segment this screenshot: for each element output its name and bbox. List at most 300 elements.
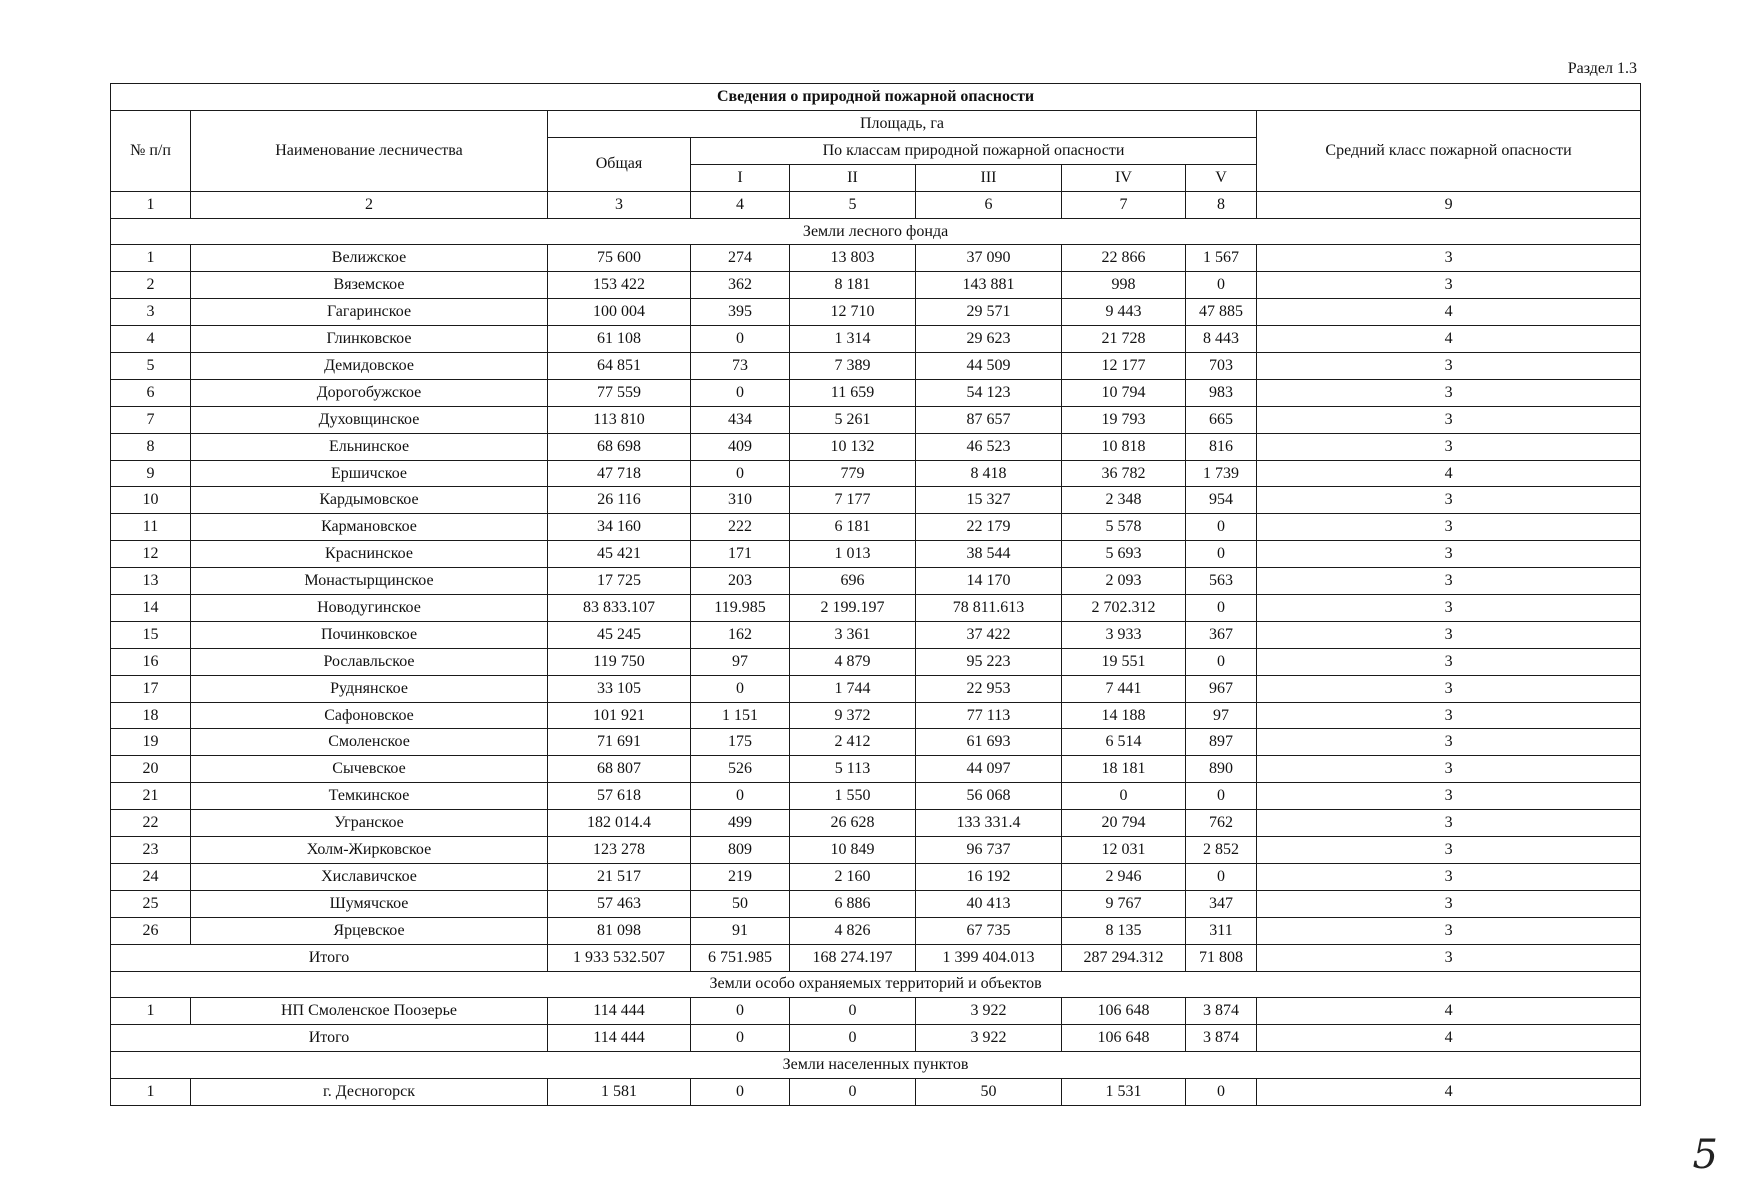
total-row (111, 1025, 1641, 1052)
total-cell: 1 399 404.013 (916, 944, 1062, 971)
table-cell: Ярцевское (191, 917, 548, 944)
table-cell: 3 (1257, 675, 1641, 702)
table-cell: 23 (111, 837, 191, 864)
total-cell: 287 294.312 (1062, 944, 1186, 971)
column-number: 3 (548, 191, 691, 218)
table-cell: Хиславичское (191, 863, 548, 890)
table-cell: 46 523 (916, 433, 1062, 460)
table-cell: 19 551 (1062, 648, 1186, 675)
table-cell: 779 (790, 460, 916, 487)
table-cell: 119 750 (548, 648, 691, 675)
table-cell: 4 (1257, 299, 1641, 326)
table-row (111, 837, 1641, 864)
header-class-3: III (916, 164, 1062, 191)
table-row (111, 863, 1641, 890)
table-cell: 3 874 (1186, 998, 1257, 1025)
table-cell: 68 807 (548, 756, 691, 783)
table-row (111, 783, 1641, 810)
table-cell: 3 (1257, 890, 1641, 917)
table-cell: 133 331.4 (916, 810, 1062, 837)
table-cell: 106 648 (1062, 998, 1186, 1025)
table-cell: 50 (916, 1079, 1062, 1106)
table-cell: 3 (1257, 353, 1641, 380)
table-cell: 2 702.312 (1062, 595, 1186, 622)
table-cell: 3 (1257, 379, 1641, 406)
column-number: 1 (111, 191, 191, 218)
table-cell: 499 (691, 810, 790, 837)
table-cell: Духовщинское (191, 406, 548, 433)
table-cell: 7 (111, 406, 191, 433)
column-number: 7 (1062, 191, 1186, 218)
table-cell: 77 559 (548, 379, 691, 406)
table-cell: 78 811.613 (916, 595, 1062, 622)
table-cell: г. Десногорск (191, 1079, 548, 1106)
table-cell: 967 (1186, 675, 1257, 702)
table-row (111, 272, 1641, 299)
table-cell: 0 (1062, 783, 1186, 810)
table-cell: 274 (691, 245, 790, 272)
table-cell: 362 (691, 272, 790, 299)
table-row (111, 917, 1641, 944)
table-row (111, 729, 1641, 756)
table-cell: 22 953 (916, 675, 1062, 702)
table-cell: 1 (111, 998, 191, 1025)
section-header-row (111, 218, 1641, 245)
section-title: Земли населенных пунктов (111, 1052, 1641, 1079)
table-cell: 2 348 (1062, 487, 1186, 514)
table-cell: 696 (790, 568, 916, 595)
table-cell: 114 444 (548, 998, 691, 1025)
header-class-5: V (1186, 164, 1257, 191)
table-cell: 9 443 (1062, 299, 1186, 326)
table-cell: 14 170 (916, 568, 1062, 595)
table-cell: 665 (1186, 406, 1257, 433)
table-cell: 26 (111, 917, 191, 944)
table-cell: 3 361 (790, 621, 916, 648)
table-cell: 4 (111, 326, 191, 353)
table-cell: 0 (1186, 863, 1257, 890)
table-cell: 8 181 (790, 272, 916, 299)
table-cell: 526 (691, 756, 790, 783)
table-cell: Угранское (191, 810, 548, 837)
table-cell: 175 (691, 729, 790, 756)
column-number: 8 (1186, 191, 1257, 218)
table-cell: 40 413 (916, 890, 1062, 917)
table-cell: Темкинское (191, 783, 548, 810)
table-cell: 2 093 (1062, 568, 1186, 595)
table-cell: 17 725 (548, 568, 691, 595)
table-cell: 6 886 (790, 890, 916, 917)
table-cell: 1 (111, 245, 191, 272)
table-cell: 222 (691, 514, 790, 541)
table-row (111, 433, 1641, 460)
table-cell: 0 (1186, 514, 1257, 541)
table-cell: 21 728 (1062, 326, 1186, 353)
table-cell: 3 (1257, 729, 1641, 756)
table-cell: 83 833.107 (548, 595, 691, 622)
table-cell: 113 810 (548, 406, 691, 433)
table-row (111, 353, 1641, 380)
table-cell: 97 (1186, 702, 1257, 729)
table-cell: 0 (691, 675, 790, 702)
table-cell: 4 (1257, 1079, 1641, 1106)
section-header-row (111, 971, 1641, 998)
table-cell: 347 (1186, 890, 1257, 917)
table-cell: 0 (790, 998, 916, 1025)
table-cell: 4 (1257, 326, 1641, 353)
table-cell: 29 571 (916, 299, 1062, 326)
table-row (111, 568, 1641, 595)
table-row (111, 299, 1641, 326)
table-cell: 12 710 (790, 299, 916, 326)
table-cell: 19 793 (1062, 406, 1186, 433)
total-cell: 3 874 (1186, 1025, 1257, 1052)
table-row (111, 756, 1641, 783)
table-cell: 45 245 (548, 621, 691, 648)
table-cell: Сафоновское (191, 702, 548, 729)
header-class-2: II (790, 164, 916, 191)
table-cell: 3 922 (916, 998, 1062, 1025)
table-cell: 18 (111, 702, 191, 729)
table-cell: 1 314 (790, 326, 916, 353)
table-cell: 3 (1257, 756, 1641, 783)
table-cell: 10 (111, 487, 191, 514)
table-cell: 762 (1186, 810, 1257, 837)
table-cell: 2 946 (1062, 863, 1186, 890)
table-cell: Кардымовское (191, 487, 548, 514)
table-cell: Холм-Жирковское (191, 837, 548, 864)
table-cell: 983 (1186, 379, 1257, 406)
table-row (111, 514, 1641, 541)
table-cell: 50 (691, 890, 790, 917)
table-cell: 998 (1062, 272, 1186, 299)
table-cell: 15 (111, 621, 191, 648)
table-cell: 21 517 (548, 863, 691, 890)
table-cell: 5 261 (790, 406, 916, 433)
table-cell: 311 (1186, 917, 1257, 944)
table-cell: 68 698 (548, 433, 691, 460)
table-cell: Рославльское (191, 648, 548, 675)
table-row (111, 890, 1641, 917)
table-cell: 22 866 (1062, 245, 1186, 272)
table-cell: НП Смоленское Поозерье (191, 998, 548, 1025)
column-number: 4 (691, 191, 790, 218)
header-class-1: I (691, 164, 790, 191)
table-cell: 171 (691, 541, 790, 568)
table-cell: 809 (691, 837, 790, 864)
table-cell: 6 181 (790, 514, 916, 541)
table-cell: 10 818 (1062, 433, 1186, 460)
header-num: № п/п (111, 111, 191, 192)
table-cell: 1 567 (1186, 245, 1257, 272)
table-cell: 47 718 (548, 460, 691, 487)
table-cell: 3 (1257, 595, 1641, 622)
table-row (111, 1079, 1641, 1106)
header-area: Площадь, га (548, 111, 1257, 138)
table-cell: 57 463 (548, 890, 691, 917)
table-cell: Руднянское (191, 675, 548, 702)
table-cell: Ершичское (191, 460, 548, 487)
table-cell: 0 (691, 460, 790, 487)
column-number: 6 (916, 191, 1062, 218)
table-cell: 367 (1186, 621, 1257, 648)
total-cell: 0 (691, 1025, 790, 1052)
table-cell: 67 735 (916, 917, 1062, 944)
table-cell: 96 737 (916, 837, 1062, 864)
table-cell: Ельнинское (191, 433, 548, 460)
table-cell: 10 849 (790, 837, 916, 864)
table-cell: 16 192 (916, 863, 1062, 890)
table-cell: 20 794 (1062, 810, 1186, 837)
total-label: Итого (111, 944, 548, 971)
table-cell: 7 177 (790, 487, 916, 514)
table-cell: 8 (111, 433, 191, 460)
table-cell: 123 278 (548, 837, 691, 864)
table-cell: 563 (1186, 568, 1257, 595)
table-cell: 19 (111, 729, 191, 756)
table-cell: 310 (691, 487, 790, 514)
table-cell: Глинковское (191, 326, 548, 353)
table-cell: 9 (111, 460, 191, 487)
table-cell: 2 (111, 272, 191, 299)
table-cell: 6 514 (1062, 729, 1186, 756)
table-cell: 3 (1257, 245, 1641, 272)
table-cell: 2 852 (1186, 837, 1257, 864)
table-row (111, 675, 1641, 702)
table-cell: 5 693 (1062, 541, 1186, 568)
total-cell: 3 922 (916, 1025, 1062, 1052)
table-cell: 87 657 (916, 406, 1062, 433)
header-total: Общая (548, 137, 691, 191)
table-cell: 18 181 (1062, 756, 1186, 783)
table-cell: 22 (111, 810, 191, 837)
table-cell: 0 (1186, 783, 1257, 810)
table-cell: 64 851 (548, 353, 691, 380)
table-row (111, 621, 1641, 648)
table-cell: 0 (691, 783, 790, 810)
table-cell: 91 (691, 917, 790, 944)
header-class-4: IV (1062, 164, 1186, 191)
table-cell: 45 421 (548, 541, 691, 568)
total-cell: 0 (790, 1025, 916, 1052)
table-cell: 11 (111, 514, 191, 541)
table-cell: 2 412 (790, 729, 916, 756)
total-cell: 168 274.197 (790, 944, 916, 971)
table-cell: 3 (1257, 514, 1641, 541)
table-cell: 1 (111, 1079, 191, 1106)
table-cell: 119.985 (691, 595, 790, 622)
table-cell: 3 (111, 299, 191, 326)
table-cell: 101 921 (548, 702, 691, 729)
table-cell: 3 (1257, 702, 1641, 729)
table-cell: 0 (1186, 541, 1257, 568)
table-cell: 15 327 (916, 487, 1062, 514)
table-cell: 12 031 (1062, 837, 1186, 864)
table-cell: Новодугинское (191, 595, 548, 622)
column-number: 9 (1257, 191, 1641, 218)
table-cell: 12 (111, 541, 191, 568)
table-cell: 816 (1186, 433, 1257, 460)
table-cell: 1 151 (691, 702, 790, 729)
table-cell: 16 (111, 648, 191, 675)
table-cell: 36 782 (1062, 460, 1186, 487)
table-cell: 44 509 (916, 353, 1062, 380)
table-row (111, 379, 1641, 406)
section-title: Земли особо охраняемых территорий и объектов (111, 971, 1641, 998)
table-cell: 7 389 (790, 353, 916, 380)
table-cell: 9 767 (1062, 890, 1186, 917)
table-cell: 8 418 (916, 460, 1062, 487)
table-row (111, 245, 1641, 272)
table-row (111, 648, 1641, 675)
table-cell: 38 544 (916, 541, 1062, 568)
table-cell: 21 (111, 783, 191, 810)
table-cell: 73 (691, 353, 790, 380)
header-name: Наименование лесничества (191, 111, 548, 192)
table-cell: 22 179 (916, 514, 1062, 541)
table-cell: 3 (1257, 487, 1641, 514)
table-cell: 5 113 (790, 756, 916, 783)
table-cell: Кармановское (191, 514, 548, 541)
table-cell: 954 (1186, 487, 1257, 514)
table-cell: Демидовское (191, 353, 548, 380)
table-cell: 24 (111, 863, 191, 890)
table-cell: 203 (691, 568, 790, 595)
table-cell: 47 885 (1186, 299, 1257, 326)
table-cell: 10 794 (1062, 379, 1186, 406)
section-header-row (111, 1052, 1641, 1079)
table-cell: 7 441 (1062, 675, 1186, 702)
table-cell: Сычевское (191, 756, 548, 783)
table-cell: 44 097 (916, 756, 1062, 783)
table-cell: 219 (691, 863, 790, 890)
table-cell: 143 881 (916, 272, 1062, 299)
table-cell: 3 (1257, 568, 1641, 595)
table-cell: 11 659 (790, 379, 916, 406)
table-cell: 97 (691, 648, 790, 675)
table-cell: 2 160 (790, 863, 916, 890)
table-cell: 0 (691, 326, 790, 353)
table-cell: 1 739 (1186, 460, 1257, 487)
table-cell: 57 618 (548, 783, 691, 810)
table-cell: 8 135 (1062, 917, 1186, 944)
table-row (111, 326, 1641, 353)
table-cell: 890 (1186, 756, 1257, 783)
table-cell: 26 116 (548, 487, 691, 514)
table-cell: Дорогобужское (191, 379, 548, 406)
table-cell: 3 (1257, 837, 1641, 864)
page-number: 5 (1692, 1132, 1718, 1178)
total-cell: 114 444 (548, 1025, 691, 1052)
table-cell: 3 (1257, 648, 1641, 675)
total-cell: 71 808 (1186, 944, 1257, 971)
table-cell: 3 933 (1062, 621, 1186, 648)
table-cell: 37 422 (916, 621, 1062, 648)
table-cell: 0 (1186, 1079, 1257, 1106)
table-cell: 100 004 (548, 299, 691, 326)
table-cell: 14 (111, 595, 191, 622)
table-cell: 77 113 (916, 702, 1062, 729)
table-cell: 0 (1186, 272, 1257, 299)
table-cell: 153 422 (548, 272, 691, 299)
table-cell: 4 (1257, 998, 1641, 1025)
table-row (111, 406, 1641, 433)
table-cell: 71 691 (548, 729, 691, 756)
table-cell: 34 160 (548, 514, 691, 541)
header-avg-class: Средний класс пожарной опасности (1257, 111, 1641, 192)
table-title: Сведения о природной пожарной опасности (111, 84, 1641, 111)
table-row (111, 595, 1641, 622)
table-cell: 25 (111, 890, 191, 917)
total-cell: 1 933 532.507 (548, 944, 691, 971)
table-cell: 56 068 (916, 783, 1062, 810)
table-cell: 75 600 (548, 245, 691, 272)
table-cell: Починковское (191, 621, 548, 648)
section-title: Земли лесного фонда (111, 218, 1641, 245)
table-cell: 8 443 (1186, 326, 1257, 353)
table-cell: 81 098 (548, 917, 691, 944)
table-cell: 95 223 (916, 648, 1062, 675)
header-by-class: По классам природной пожарной опасности (691, 137, 1257, 164)
table-row (111, 998, 1641, 1025)
table-row (111, 541, 1641, 568)
table-cell: 33 105 (548, 675, 691, 702)
table-cell: 3 (1257, 272, 1641, 299)
table-cell: 703 (1186, 353, 1257, 380)
total-label: Итого (111, 1025, 548, 1052)
table-cell: Краснинское (191, 541, 548, 568)
table-cell: 897 (1186, 729, 1257, 756)
table-cell: 3 (1257, 917, 1641, 944)
total-cell: 6 751.985 (691, 944, 790, 971)
table-cell: 20 (111, 756, 191, 783)
table-cell: 1 013 (790, 541, 916, 568)
table-cell: 2 199.197 (790, 595, 916, 622)
table-row (111, 810, 1641, 837)
table-cell: 0 (691, 379, 790, 406)
table-cell: 0 (1186, 648, 1257, 675)
table-cell: 3 (1257, 863, 1641, 890)
table-cell: Гагаринское (191, 299, 548, 326)
table-cell: 434 (691, 406, 790, 433)
table-cell: 6 (111, 379, 191, 406)
table-cell: 1 550 (790, 783, 916, 810)
column-number: 5 (790, 191, 916, 218)
table-cell: 17 (111, 675, 191, 702)
table-cell: 14 188 (1062, 702, 1186, 729)
table-cell: 3 (1257, 406, 1641, 433)
table-cell: 409 (691, 433, 790, 460)
section-label: Раздел 1.3 (1567, 60, 1637, 77)
table-cell: Шумячское (191, 890, 548, 917)
table-cell: 12 177 (1062, 353, 1186, 380)
table-cell: 3 (1257, 541, 1641, 568)
table-cell: 26 628 (790, 810, 916, 837)
table-cell: 29 623 (916, 326, 1062, 353)
table-cell: 162 (691, 621, 790, 648)
total-row (111, 944, 1641, 971)
table-cell: 0 (1186, 595, 1257, 622)
total-cell: 106 648 (1062, 1025, 1186, 1052)
table-cell: Монастырщинское (191, 568, 548, 595)
table-cell: 0 (790, 1079, 916, 1106)
total-cell: 3 (1257, 944, 1641, 971)
table-cell: 4 879 (790, 648, 916, 675)
table-cell: 5 578 (1062, 514, 1186, 541)
table-cell: Вяземское (191, 272, 548, 299)
table-cell: 1 531 (1062, 1079, 1186, 1106)
table-cell: 13 (111, 568, 191, 595)
